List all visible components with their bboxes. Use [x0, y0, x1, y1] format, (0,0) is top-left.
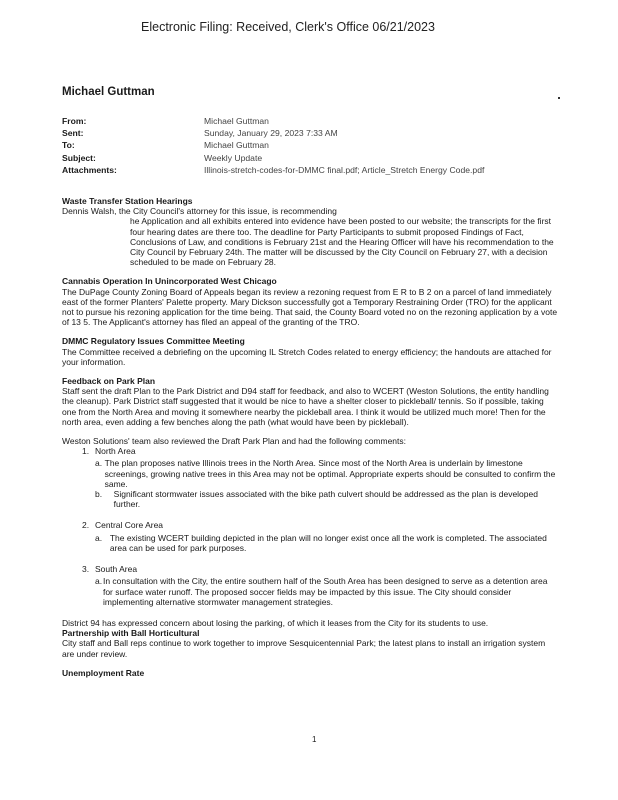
filing-stamp: Electronic Filing: Received, Clerk's Office 06/21/2023: [141, 20, 435, 34]
section-title: Cannabis Operation In Unincorporated West Chicago: [62, 276, 277, 287]
list-number: 2.: [82, 520, 90, 531]
weston-intro: Weston Solutions' team also reviewed the Draft Park Plan and had the following comments:: [62, 436, 407, 447]
to-value: Michael Guttman: [204, 140, 269, 151]
list-label: Central Core Area: [95, 520, 164, 531]
attachments-label: Attachments:: [62, 164, 117, 175]
from-label: From:: [62, 116, 87, 126]
stray-mark: [558, 97, 560, 99]
subject-row: [62, 152, 484, 164]
from-row: [62, 115, 484, 127]
subject-value: Weekly Update: [204, 152, 263, 163]
sub-letter: a.: [95, 576, 103, 587]
sub-text: The existing WCERT building depicted in the plan will no longer exist once all the work is completed. The associated area can be used for park purposes.: [109, 532, 547, 553]
section-waste: [62, 196, 559, 267]
list-number: 1.: [82, 446, 90, 457]
sent-row: [62, 127, 484, 139]
section-text: Dennis Walsh, the City Council's attorney for this issue, is recommending: [62, 206, 337, 217]
district-note: District 94 has expressed concern about losing the parking, of which it leases from the City for its students to use.: [62, 617, 489, 628]
sub-item: [95, 576, 559, 607]
section-title: Partnership with Ball Horticultural: [62, 628, 200, 639]
sub-item: [95, 458, 559, 489]
to-label: To:: [62, 140, 75, 151]
sublist: [82, 576, 559, 607]
sub-item: [95, 489, 559, 509]
sub-letter: b.: [95, 489, 103, 500]
attachments-value[interactable]: Illinois-stretch-codes-for-DMMC final.pdf; Article_Stretch Energy Code.pdf: [204, 164, 485, 175]
list-label: North Area: [95, 446, 136, 457]
to-row: [62, 139, 484, 151]
section-text: Staff sent the draft Plan to the Park District and D94 staff for feedback, and also to WCERT (Weston Solutions, the entity handling the cleanup). Park District staff suggested that it would be nice to have a shelter closer to pickleball/ tennis. So if possible, taking one from the North Area and moving it somewhere nearby the pickleball area. I think it would be utilized much more! Then for the north area, even adding a few benches along the path (what would have been by pickleball).: [62, 386, 549, 427]
section-dmmc: [62, 336, 559, 367]
sub-letter: a.: [95, 458, 103, 469]
list-item: [82, 564, 559, 574]
section-cannabis: [62, 276, 559, 327]
email-header: [62, 115, 484, 176]
attachments-row: [62, 164, 484, 176]
section-title: Unemployment Rate: [62, 667, 145, 678]
sent-value: Sunday, January 29, 2023 7:33 AM: [204, 128, 338, 139]
sub-letter: a.: [95, 532, 103, 543]
sublist: [82, 533, 559, 553]
sub-text: In consultation with the City, the entire southern half of the South Area has been designed to serve as a detention area for surface water runoff. The proposed soccer fields may be impacted by this issue. The City should consider implementing alternative stormwater management strategies.: [102, 576, 548, 607]
section-unemployment: [62, 668, 559, 678]
section-text: The Committee received a debriefing on the upcoming IL Stretch Codes related to energy efficiency; the handouts are attached for your information.: [62, 346, 552, 367]
section-park: [62, 376, 559, 427]
sub-item: [95, 533, 559, 553]
sender-name: Michael Guttman: [62, 86, 155, 98]
section-text: City staff and Ball reps continue to work together to improve Sesquicentennial Park; the latest plans to install an irrigation system are under review.: [62, 638, 546, 659]
sub-text: The plan proposes native Illinois trees in the North Area. Since most of the North Area is underlain by limestone screenings, growing native trees in this Area may not be optimal. Appropriate experts should be consulted to confirm the same.: [104, 458, 556, 489]
list-number: 3.: [82, 564, 90, 575]
comments-list: [62, 446, 559, 607]
from-value: Michael Guttman: [204, 116, 269, 126]
subject-label: Subject:: [62, 152, 96, 163]
page-number: 1: [312, 735, 317, 744]
sent-label: Sent:: [62, 128, 84, 139]
section-text: he Application and all exhibits entered into evidence have been posted to our website; the transcripts for the first four hearing dates are there too. The deadline for Party Participants to submit proposed Findings of Fact, Conclusions of Law, and conditions is February 21st and the Hearing Officer will have his recommendation to the City Council by February 24th. The matter will be discussed by the City Council on February 27, with a decision scheduled to be made on February 28.: [130, 216, 554, 268]
section-title: Feedback on Park Plan: [62, 376, 156, 387]
section-text: The DuPage County Zoning Board of Appeals began its review a rezoning request from E R to B 2 on a parcel of land immediately east of the former Planters' Palette property. Mary Dickson successfully got a Temporary Restraining Order (TRO) for the applicant not to pursue his rezoning application for the time being. That said, the County Board voted no on the rezoning application by a vote of 13 5. The Applicant's attorney has filed an appeal of the granting of the TRO.: [62, 286, 558, 328]
list-item: [82, 520, 559, 530]
section-ball: [62, 628, 559, 659]
section-title: Waste Transfer Station Hearings: [62, 196, 193, 206]
email-body: [62, 196, 559, 687]
sub-text: Significant stormwater issues associated with the bike path culvert should be addressed as the plan is developed further.: [113, 489, 538, 510]
section-title: DMMC Regulatory Issues Committee Meeting: [62, 336, 245, 347]
list-item: [82, 446, 559, 456]
list-label: South Area: [95, 564, 138, 575]
sublist: [82, 458, 559, 509]
